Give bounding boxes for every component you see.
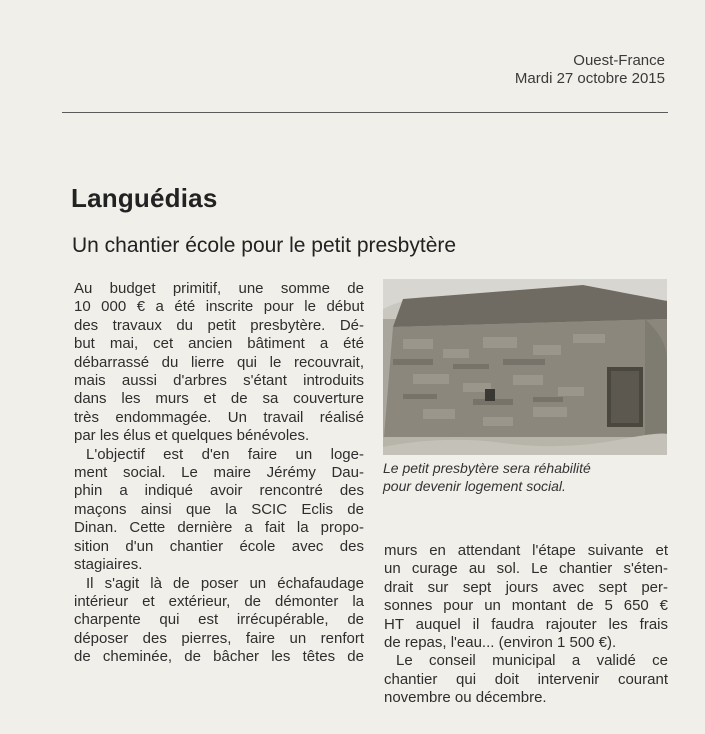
text-line: HT auquel il faudra rajouter les frais [384, 615, 668, 633]
caption-line: Le petit presbytère sera réhabilité [383, 460, 591, 476]
text-line: chantier qui doit intervenir courant [384, 670, 668, 688]
source-info [515, 52, 665, 88]
text-line: L'objectif est d'en faire un loge- [86, 445, 364, 463]
text-line: un curage au sol. Le chantier s'éten- [384, 560, 668, 578]
text-line: mais aussi d'arbres s'étant introduits [74, 372, 364, 390]
text-line: 10 000 € a été inscrite pour le début [74, 298, 364, 316]
text-line: de cheminée, de bâcher les têtes de [74, 648, 364, 666]
text-line: charpente qui est irrécupérable, de [74, 611, 364, 629]
article-column-right [384, 542, 668, 708]
caption-line: pour devenir logement social. [383, 478, 566, 494]
text-line: déposer des pierres, faire un renfort [74, 629, 364, 647]
publication-name: Ouest-France [573, 52, 665, 69]
text-line: but mai, cet ancien bâtiment a été [74, 335, 364, 353]
text-line: Dinan. Cette dernière a fait la propo- [74, 519, 364, 537]
text-line: des travaux du petit presbytère. Dé- [74, 316, 364, 334]
section-title: Languédias [71, 183, 218, 213]
text-line: drait sur sept jours avec sept per- [384, 578, 668, 596]
text-line: Il s'agit là de poser un échafaudage [86, 574, 364, 592]
publication-date: Mardi 27 octobre 2015 [514, 70, 665, 87]
text-line: intérieur et extérieur, de démonter la [74, 592, 364, 610]
text-line: dans les murs et de sa couverture [74, 390, 364, 408]
presbytery-photo [383, 279, 667, 455]
text-line: de repas, l'eau... (environ 1 500 €). [384, 634, 617, 652]
stone-building-image [383, 279, 667, 455]
article-headline: Un chantier école pour le petit presbytère [72, 234, 457, 257]
header-divider [62, 112, 668, 113]
photo-caption [383, 459, 673, 495]
text-line: débarrassé du lierre qui le recouvrait, [74, 353, 364, 371]
text-line: par les élus et quelques bénévoles. [74, 427, 310, 445]
text-line: sition d'un chantier école avec des [74, 537, 364, 555]
text-line: très endommagée. Un travail réalisé [74, 408, 364, 426]
text-line: maçons ainsi que la SCIC Eclis de [74, 500, 364, 518]
text-line: Au budget primitif, une somme de [74, 280, 364, 297]
text-line: stagiaires. [74, 556, 143, 574]
text-line: phin a indiqué avoir rencontré des [74, 482, 364, 500]
article-column-left [74, 280, 364, 667]
text-line: Le conseil municipal a validé ce [396, 652, 668, 670]
text-line: ment social. Le maire Jérémy Dau- [74, 464, 364, 482]
text-line: murs en attendant l'étape suivante et [384, 542, 668, 559]
text-line: novembre ou décembre. [384, 689, 547, 707]
text-line: sonnes pour un montant de 5 650 € [384, 597, 668, 615]
